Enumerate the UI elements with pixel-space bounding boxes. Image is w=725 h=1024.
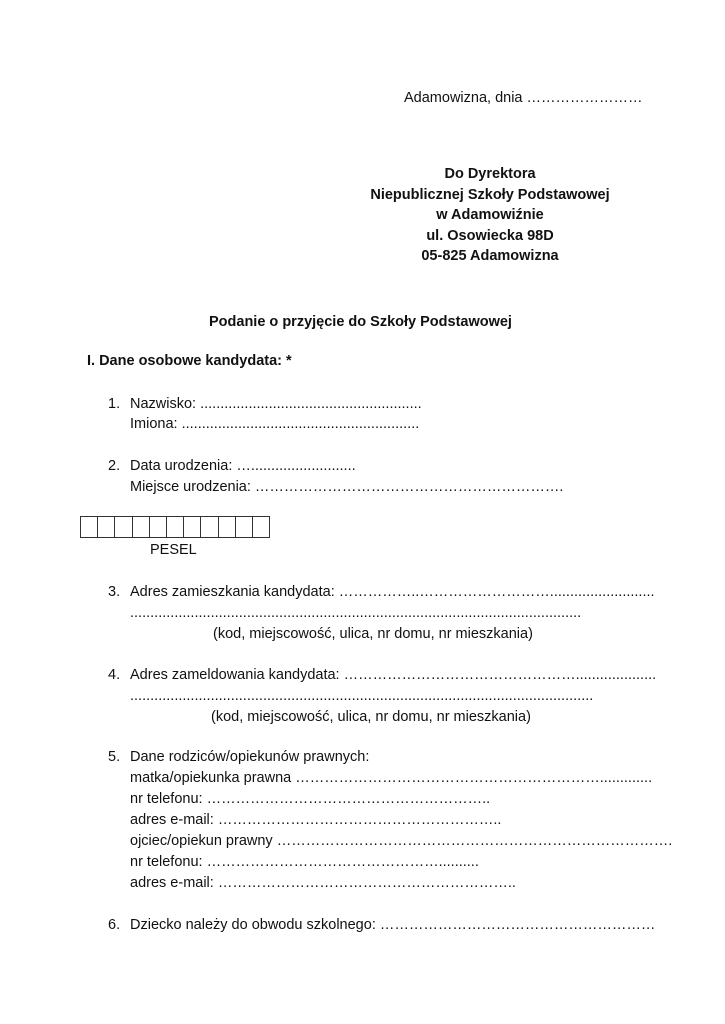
pesel-digit-box[interactable] — [150, 516, 167, 538]
pesel-label: PESEL — [150, 542, 197, 558]
item-number: 1. — [108, 396, 121, 412]
addressee-line: Do Dyrektora — [444, 166, 536, 182]
father-field: ojciec/opiekun prawny ………………………………………………………………………. — [130, 833, 673, 849]
registered-address-field: Adres zameldowania kandydata: ………………………………………….................... — [130, 667, 657, 683]
pesel-digit-box[interactable] — [133, 516, 150, 538]
item-number: 4. — [108, 667, 121, 683]
addressee-line: Niepublicznej Szkoły Podstawowej — [370, 186, 610, 203]
addressee-block — [340, 164, 640, 267]
pesel-digit-box[interactable] — [81, 516, 98, 538]
registered-address-hint: (kod, miejscowość, ulica, nr domu, nr mieszkania) — [211, 709, 531, 725]
surname-field: Nazwisko: ....................................................... — [130, 396, 422, 412]
addressee-line: w Adamowiźnie — [436, 207, 544, 223]
pesel-digit-box[interactable] — [201, 516, 218, 538]
father-phone-field: nr telefonu: ………………………………………….......... — [130, 854, 479, 870]
pesel-digit-box[interactable] — [184, 516, 201, 538]
father-email-field: adres e-mail: …………………………………………………….. — [130, 875, 516, 891]
document-title: Podanie o przyjęcie do Szkoły Podstawowej — [209, 314, 512, 330]
school-district-field: Dziecko należy do obwodu szkolnego: ………………………………………………… — [130, 917, 656, 933]
place-date: Adamowizna, dnia …………………… — [404, 90, 643, 106]
item-number: 6. — [108, 917, 121, 933]
residence-address-line: ................................................................................................................ — [130, 605, 582, 621]
birth-date-field: Data urodzenia: ….......................... — [130, 458, 356, 474]
pesel-digit-box[interactable] — [98, 516, 115, 538]
pesel-digit-box[interactable] — [253, 516, 270, 538]
mother-phone-field: nr telefonu: ………………………………………………….. — [130, 791, 491, 807]
item-number: 2. — [108, 458, 121, 474]
item-number: 3. — [108, 584, 121, 600]
residence-address-field: Adres zamieszkania kandydata: ……………..……………………….......................... — [130, 584, 655, 600]
residence-address-hint: (kod, miejscowość, ulica, nr domu, nr mieszkania) — [213, 626, 533, 642]
pesel-grid[interactable] — [80, 516, 270, 538]
addressee-line: ul. Osowiecka 98D — [426, 227, 554, 244]
mother-email-field: adres e-mail: ………………………………………………….. — [130, 812, 502, 828]
mother-field: matka/opiekunka prawna ………………………………………………………............. — [130, 770, 653, 786]
item-number: 5. — [108, 749, 121, 765]
registered-address-line: ................................................................................................................... — [130, 688, 594, 704]
birth-place-field: Miejsce urodzenia: ………………………………………………………. — [130, 479, 564, 495]
parents-heading: Dane rodziców/opiekunów prawnych: — [130, 749, 370, 765]
addressee-line: 05-825 Adamowizna — [421, 248, 559, 264]
pesel-digit-box[interactable] — [219, 516, 236, 538]
first-names-field: Imiona: ........................................................... — [130, 416, 420, 432]
section-heading: I. Dane osobowe kandydata: * — [87, 353, 292, 369]
pesel-digit-box[interactable] — [115, 516, 132, 538]
pesel-digit-box[interactable] — [236, 516, 253, 538]
pesel-digit-box[interactable] — [167, 516, 184, 538]
